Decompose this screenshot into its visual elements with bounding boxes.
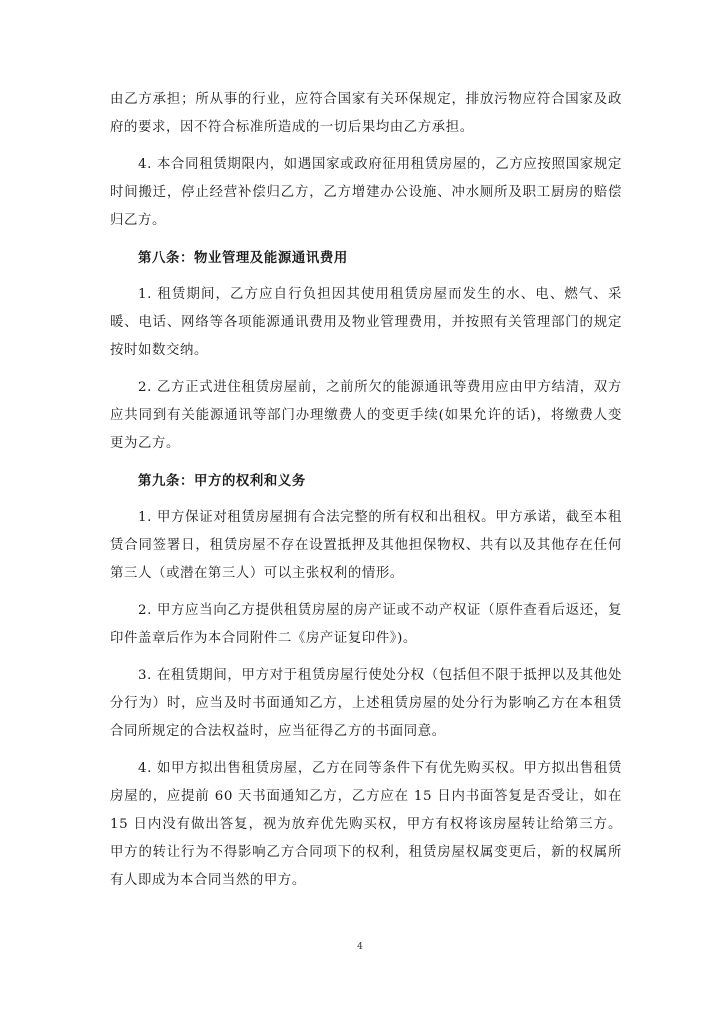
section-heading-article-9: 第九条：甲方的权利和义务	[138, 473, 306, 489]
document-body	[110, 86, 622, 895]
paragraph-clause-9-4: 4. 如甲方拟出售租赁房屋，乙方在同等条件下有优先购买权。甲方拟出售租赁房屋的，应提前 60 天书面通知乙方，乙方应在 15 日内书面答复是否受让，如在 15 日内没有做出答复，视为放弃优先购买权，甲方有权将该房屋转让给第三方。甲方的转让行为不得影响乙方合同项下的权利，租赁房屋权属变更后，新的权属所有人即成为本合同当然的甲方。	[110, 761, 622, 888]
section-heading-article-8: 第八条：物业管理及能源通讯费用	[138, 250, 348, 266]
paragraph-clause-9-3: 3. 在租赁期间，甲方对于租赁房屋行使处分权（包括但不限于抵押以及其他处分行为）时，应当及时书面通知乙方，上述租赁房屋的处分行为影响乙方在本租赁合同所规定的合法权益时，应当征得乙方的书面同意。	[110, 668, 622, 739]
page-number: 4	[357, 942, 363, 952]
paragraph-clause-7-4: 4. 本合同租赁期限内，如遇国家或政府征用租赁房屋的，乙方应按照国家规定时间搬迁，停止经营补偿归乙方，乙方增建办公设施、冲水厕所及职工厨房的赔偿归乙方。	[110, 157, 622, 228]
paragraph-clause-8-1: 1. 租赁期间，乙方应自行负担因其使用租赁房屋而发生的水、电、燃气、采暖、电话、网络等各项能源通讯费用及物业管理费用，并按照有关管理部门的规定按时如数交纳。	[110, 287, 622, 358]
paragraph-continuation: 由乙方承担；所从事的行业，应符合国家有关环保规定，排放污物应符合国家及政府的要求，因不符合标准所造成的一切后果均由乙方承担。	[110, 92, 622, 135]
paragraph-clause-9-2: 2. 甲方应当向乙方提供租赁房屋的房产证或不动产权证（原件查看后返还，复印件盖章后作为本合同附件二《房产证复印件》)。	[110, 603, 622, 646]
paragraph-clause-9-1: 1. 甲方保证对租赁房屋拥有合法完整的所有权和出租权。甲方承诺，截至本租赁合同签署日，租赁房屋不存在设置抵押及其他担保物权、共有以及其他存在任何第三人（或潜在第三人）可以主张权利的情形。	[110, 510, 622, 581]
paragraph-clause-8-2: 2. 乙方正式进住租赁房屋前，之前所欠的能源通讯等费用应由甲方结清，双方应共同到有关能源通讯等部门办理缴费人的变更手续(如果允许的话)，将缴费人变更为乙方。	[110, 380, 622, 451]
